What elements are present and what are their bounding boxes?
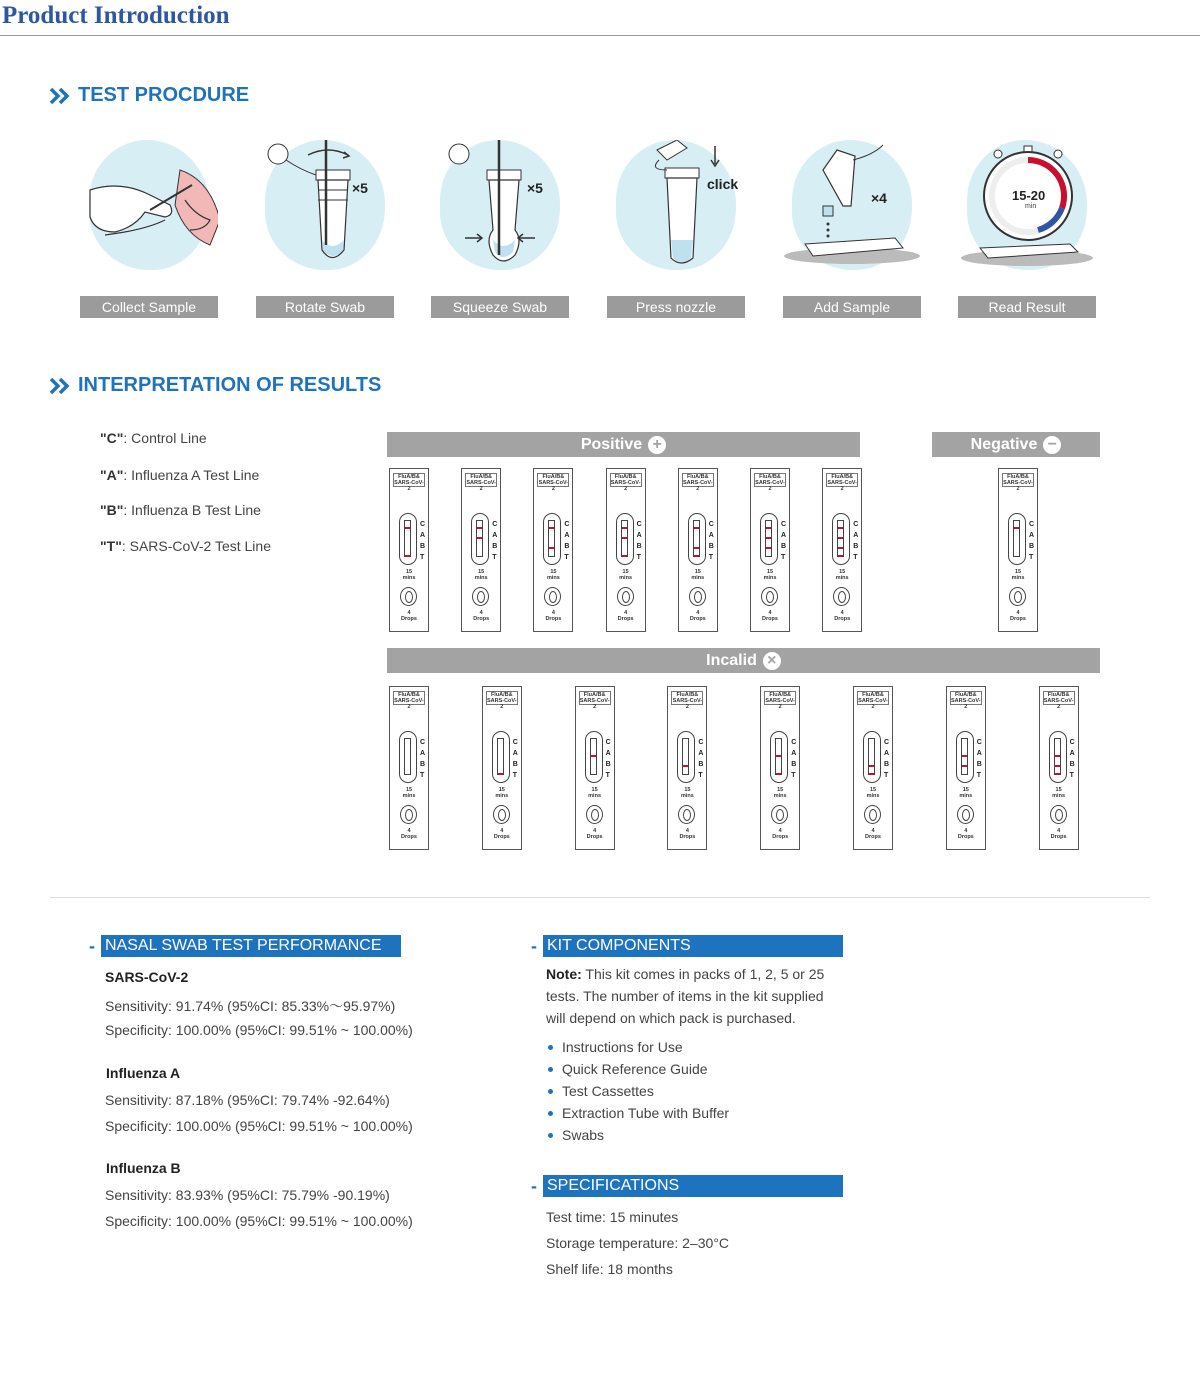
- result-strip: [682, 738, 689, 775]
- read-time: 15 mins: [1011, 569, 1025, 581]
- step-note: ×4: [871, 190, 887, 206]
- read-time: 15 mins: [546, 569, 560, 581]
- cross-icon: ×: [763, 652, 781, 670]
- drops-label: 4 Drops: [1010, 610, 1026, 622]
- result-window: [399, 513, 417, 565]
- test-cassette-invalid: [760, 686, 800, 850]
- cassette-label: FluA/B& SARS-CoV-2: [486, 692, 517, 710]
- read-time: 15 mins: [773, 787, 787, 799]
- sample-well: [586, 805, 603, 824]
- result-strip: [837, 520, 844, 557]
- drops-label: 4 Drops: [834, 610, 851, 622]
- kit-items-list: [546, 1036, 729, 1146]
- result-window: [677, 731, 695, 783]
- sample-well: [493, 805, 510, 824]
- result-strip: [765, 520, 772, 557]
- kit-note-line-1: [546, 966, 824, 982]
- result-line-b: [838, 547, 843, 549]
- test-cassette-positive: [750, 468, 790, 632]
- result-window: [399, 731, 417, 783]
- result-line-t: [869, 773, 874, 775]
- result-line-b: [1055, 765, 1060, 767]
- step-label: Squeeze Swab: [431, 296, 569, 318]
- sample-well: [472, 587, 489, 606]
- drops-label: 4 Drops: [957, 828, 974, 840]
- drops-label: 4 Drops: [865, 828, 881, 840]
- kit-note-label: Note:: [546, 966, 582, 982]
- result-window: [760, 513, 778, 565]
- read-time: 15 mins: [835, 569, 849, 581]
- result-window: [1008, 513, 1026, 565]
- minus-icon: −: [1043, 436, 1061, 454]
- line-letters: C A B T: [605, 739, 611, 779]
- result-line-t: [622, 555, 627, 557]
- line-letters: C A B T: [791, 739, 797, 779]
- cassette-label: FluA/B& SARS-CoV-2: [579, 692, 610, 710]
- cassette-label: FluA/B& SARS-CoV-2: [1003, 474, 1033, 492]
- line-letters: C A B T: [708, 521, 714, 561]
- flua-sensitivity: Sensitivity: 87.18% (95%CI: 79.74% -92.64%): [105, 1092, 390, 1108]
- read-time: 15 mins: [763, 569, 777, 581]
- test-cassette-invalid: [1039, 686, 1079, 850]
- result-line-b: [683, 765, 688, 767]
- legend-key: "T": [100, 538, 122, 554]
- flub-specificity: Specificity: 100.00% (95%CI: 99.51% ~ 100.00%): [105, 1213, 413, 1229]
- drops-label: 4 Drops: [762, 610, 778, 622]
- cassette-label: FluA/B& SARS-CoV-2: [755, 474, 785, 492]
- result-strip: [590, 738, 597, 775]
- flua-title: Influenza A: [106, 1065, 181, 1081]
- kit-title: KIT COMPONENTS: [547, 937, 691, 954]
- spec-shelf-life: Shelf life: 18 months: [546, 1261, 673, 1277]
- read-time: 15 mins: [866, 787, 880, 799]
- sars-title: SARS-CoV-2: [105, 969, 189, 985]
- test-cassette-invalid: [667, 686, 707, 850]
- read-time: 15 mins: [691, 569, 705, 581]
- line-letters: C A B T: [420, 739, 426, 779]
- read-time: 15 mins: [1052, 787, 1066, 799]
- add-drops-icon: [783, 140, 921, 280]
- legend-text: : SARS-CoV-2 Test Line: [121, 538, 271, 554]
- result-window: [543, 513, 561, 565]
- result-line-t: [405, 555, 410, 557]
- result-strip: [548, 520, 555, 557]
- line-letters: C A B T: [1069, 739, 1075, 779]
- result-strip: [693, 520, 700, 557]
- line-letters: C A B T: [512, 739, 518, 779]
- result-strip: [404, 520, 411, 557]
- results-heading: [50, 374, 381, 397]
- kit-note-line-3: will depend on which pack is purchased.: [546, 1010, 796, 1026]
- legend-item-b: [100, 502, 261, 518]
- cassette-label: FluA/B& SARS-CoV-2: [672, 692, 703, 710]
- step-label: Add Sample: [783, 296, 921, 318]
- result-window: [616, 513, 634, 565]
- result-strip: [497, 738, 504, 775]
- drops-label: 4 Drops: [545, 610, 562, 622]
- step-label: Read Result: [958, 296, 1096, 318]
- result-line-c: [405, 527, 410, 529]
- sample-well: [957, 805, 974, 824]
- result-window: [492, 731, 510, 783]
- result-line-t: [694, 555, 699, 557]
- result-strip: [961, 738, 968, 775]
- procedure-heading: [50, 84, 249, 107]
- test-cassette-positive: [822, 468, 862, 632]
- step-note: click: [707, 176, 739, 192]
- drops-label: 4 Drops: [586, 828, 603, 840]
- test-cassette-invalid: [946, 686, 986, 850]
- result-line-a: [766, 537, 771, 539]
- legend-key: "B": [100, 502, 124, 518]
- result-line-t: [498, 773, 503, 775]
- kit-note-text: This kit comes in packs of 1, 2, 5 or 25: [581, 966, 825, 982]
- timer-value: 15-20: [1012, 188, 1046, 203]
- result-line-a: [622, 537, 627, 539]
- dash-icon: -: [531, 936, 537, 956]
- result-line-a: [776, 755, 781, 757]
- test-cassette-invalid: [853, 686, 893, 850]
- sample-well: [761, 587, 778, 606]
- line-letters: C A B T: [564, 521, 570, 561]
- list-item: Test Cassettes: [546, 1080, 729, 1102]
- read-time: 15 mins: [474, 569, 488, 581]
- sample-well: [617, 587, 634, 606]
- timer-icon: [958, 140, 1096, 280]
- legend-item-a: [100, 467, 259, 483]
- drops-label: 4 Drops: [401, 610, 417, 622]
- legend-text: : Influenza A Test Line: [123, 467, 260, 483]
- line-letters: C A B T: [853, 521, 859, 561]
- specs-header: [531, 1175, 843, 1197]
- page-title: Product Introduction: [2, 2, 230, 29]
- result-window: [585, 731, 603, 783]
- double-chevron-icon: [50, 88, 72, 104]
- sample-well: [678, 805, 695, 824]
- legend-text: : Influenza B Test Line: [123, 502, 261, 518]
- line-letters: C A B T: [1029, 521, 1035, 561]
- result-line-c: [622, 527, 627, 529]
- read-time: 15 mins: [402, 787, 416, 799]
- result-line-a: [838, 537, 843, 539]
- sample-well: [400, 805, 417, 824]
- sars-sensitivity: Sensitivity: 91.74% (95%CI: 85.33%〜95.97%): [105, 998, 396, 1014]
- result-window: [863, 731, 881, 783]
- positive-band: [387, 432, 860, 457]
- result-line-b: [549, 547, 554, 549]
- cassette-label: FluA/B& SARS-CoV-2: [1043, 692, 1074, 710]
- drops-label: 4 Drops: [689, 610, 706, 622]
- result-line-c: [1014, 527, 1019, 529]
- sample-well: [400, 587, 417, 606]
- cassette-label: FluA/B& SARS-CoV-2: [765, 692, 795, 710]
- read-time: 15 mins: [495, 787, 509, 799]
- test-cassette-positive: [461, 468, 501, 632]
- cassette-label: FluA/B& SARS-CoV-2: [950, 692, 981, 710]
- sample-well: [1009, 587, 1026, 606]
- result-line-c: [477, 527, 482, 529]
- read-time: 15 mins: [619, 569, 633, 581]
- cassette-label: FluA/B& SARS-CoV-2: [394, 474, 424, 492]
- procedure-title: TEST PROCDURE: [78, 84, 250, 106]
- test-cassette-positive: [678, 468, 718, 632]
- result-window: [832, 513, 850, 565]
- legend-key: "C": [100, 430, 124, 446]
- result-strip: [775, 738, 782, 775]
- sample-well: [544, 587, 561, 606]
- performance-header: [89, 935, 401, 957]
- result-line-b: [869, 765, 874, 767]
- result-line-c: [549, 527, 554, 529]
- line-letters: C A B T: [976, 739, 982, 779]
- test-cassette-invalid: [482, 686, 522, 850]
- read-time: 15 mins: [680, 787, 694, 799]
- invalid-band: [387, 648, 1100, 673]
- sample-well: [864, 805, 881, 824]
- read-time: 15 mins: [588, 787, 602, 799]
- result-line-c: [694, 527, 699, 529]
- result-window: [1049, 731, 1067, 783]
- sample-well: [771, 805, 788, 824]
- title-rule: [0, 35, 1200, 36]
- result-line-b: [694, 547, 699, 549]
- invalid-label: Incalid: [706, 651, 757, 669]
- drops-label: 4 Drops: [473, 610, 490, 622]
- test-cassette-positive: [606, 468, 646, 632]
- test-cassette-negative: [998, 468, 1038, 632]
- nasal-swab-icon: [80, 140, 218, 280]
- drops-label: 4 Drops: [1050, 828, 1067, 840]
- drops-label: 4 Drops: [401, 828, 417, 840]
- test-cassette-positive: [389, 468, 429, 632]
- timer-unit: min: [1025, 203, 1037, 210]
- result-window: [956, 731, 974, 783]
- flua-specificity: Specificity: 100.00% (95%CI: 99.51% ~ 100.00%): [105, 1118, 413, 1134]
- line-letters: C A B T: [884, 739, 890, 779]
- cassette-label: FluA/B& SARS-CoV-2: [827, 474, 857, 492]
- result-line-a: [962, 755, 967, 757]
- result-line-t: [1055, 773, 1060, 775]
- cassette-label: FluA/B& SARS-CoV-2: [466, 474, 496, 492]
- flub-title: Influenza B: [106, 1160, 181, 1176]
- performance-title: NASAL SWAB TEST PERFORMANCE: [105, 937, 382, 954]
- dash-icon: -: [89, 936, 95, 956]
- line-letters: C A B T: [492, 521, 498, 561]
- legend-item-c: [100, 430, 207, 446]
- cassette-label: FluA/B& SARS-CoV-2: [538, 474, 569, 492]
- cassette-label: FluA/B& SARS-CoV-2: [858, 692, 888, 710]
- list-item: Swabs: [546, 1124, 729, 1146]
- specs-title: SPECIFICATIONS: [547, 1177, 680, 1194]
- result-line-b: [766, 547, 771, 549]
- line-letters: C A B T: [636, 521, 642, 561]
- step-note: ×5: [527, 180, 543, 196]
- step-note: ×5: [352, 180, 368, 196]
- sars-specificity: Specificity: 100.00% (95%CI: 99.51% ~ 100.00%): [105, 1022, 413, 1038]
- list-item: Quick Reference Guide: [546, 1058, 729, 1080]
- result-line-t: [776, 773, 781, 775]
- test-cassette-invalid: [389, 686, 429, 850]
- test-cassette-positive: [533, 468, 573, 632]
- drops-label: 4 Drops: [493, 828, 510, 840]
- squeeze-tube-icon: [431, 140, 569, 280]
- negative-label: Negative: [970, 435, 1038, 453]
- list-item: Instructions for Use: [546, 1036, 729, 1058]
- sample-well: [689, 587, 706, 606]
- negative-band: [932, 432, 1100, 457]
- line-letters: C A B T: [781, 521, 787, 561]
- drops-label: 4 Drops: [679, 828, 696, 840]
- legend-text: : Control Line: [123, 430, 207, 446]
- section-divider: [50, 897, 1150, 898]
- rotate-tube-icon: [256, 140, 394, 280]
- cassette-label: FluA/B& SARS-CoV-2: [610, 474, 641, 492]
- nozzle-click-icon: [607, 140, 745, 280]
- spec-test-time: Test time: 15 minutes: [546, 1209, 679, 1225]
- result-strip: [1054, 738, 1061, 775]
- result-line-a: [1055, 755, 1060, 757]
- sample-well: [1050, 805, 1067, 824]
- legend-key: "A": [100, 467, 124, 483]
- test-cassette-invalid: [575, 686, 615, 850]
- result-line-a: [591, 755, 596, 757]
- step-label: Rotate Swab: [256, 296, 394, 318]
- kit-note-line-2: tests. The number of items in the kit supplied: [546, 988, 824, 1004]
- positive-label: Positive: [580, 435, 643, 453]
- line-letters: C A B T: [420, 521, 426, 561]
- spec-storage: Storage temperature: 2–30°C: [546, 1235, 730, 1251]
- list-item: Extraction Tube with Buffer: [546, 1102, 729, 1124]
- result-line-a: [477, 537, 482, 539]
- result-strip: [1013, 520, 1020, 557]
- result-line-c: [838, 527, 843, 529]
- legend-item-t: [100, 538, 271, 554]
- double-chevron-icon: [50, 378, 72, 394]
- result-strip: [868, 738, 875, 775]
- result-line-t: [838, 555, 843, 557]
- drops-label: 4 Drops: [617, 610, 634, 622]
- plus-icon: +: [648, 436, 666, 454]
- read-time: 15 mins: [959, 787, 973, 799]
- step-label: Collect Sample: [80, 296, 218, 318]
- result-window: [770, 731, 788, 783]
- result-window: [471, 513, 489, 565]
- sample-well: [833, 587, 850, 606]
- step-label: Press nozzle: [607, 296, 745, 318]
- drops-label: 4 Drops: [772, 828, 789, 840]
- results-title: INTERPRETATION OF RESULTS: [78, 374, 382, 396]
- result-line-c: [766, 527, 771, 529]
- cassette-label: FluA/B& SARS-CoV-2: [394, 692, 424, 710]
- read-time: 15 mins: [402, 569, 416, 581]
- result-strip: [404, 738, 411, 775]
- result-line-b: [962, 765, 967, 767]
- result-strip: [621, 520, 628, 557]
- result-strip: [476, 520, 483, 557]
- kit-header: [531, 935, 843, 957]
- result-window: [688, 513, 706, 565]
- dash-icon: -: [531, 1176, 537, 1196]
- line-letters: C A B T: [698, 739, 704, 779]
- flub-sensitivity: Sensitivity: 83.93% (95%CI: 75.79% -90.19%): [105, 1187, 390, 1203]
- cassette-label: FluA/B& SARS-CoV-2: [682, 474, 713, 492]
